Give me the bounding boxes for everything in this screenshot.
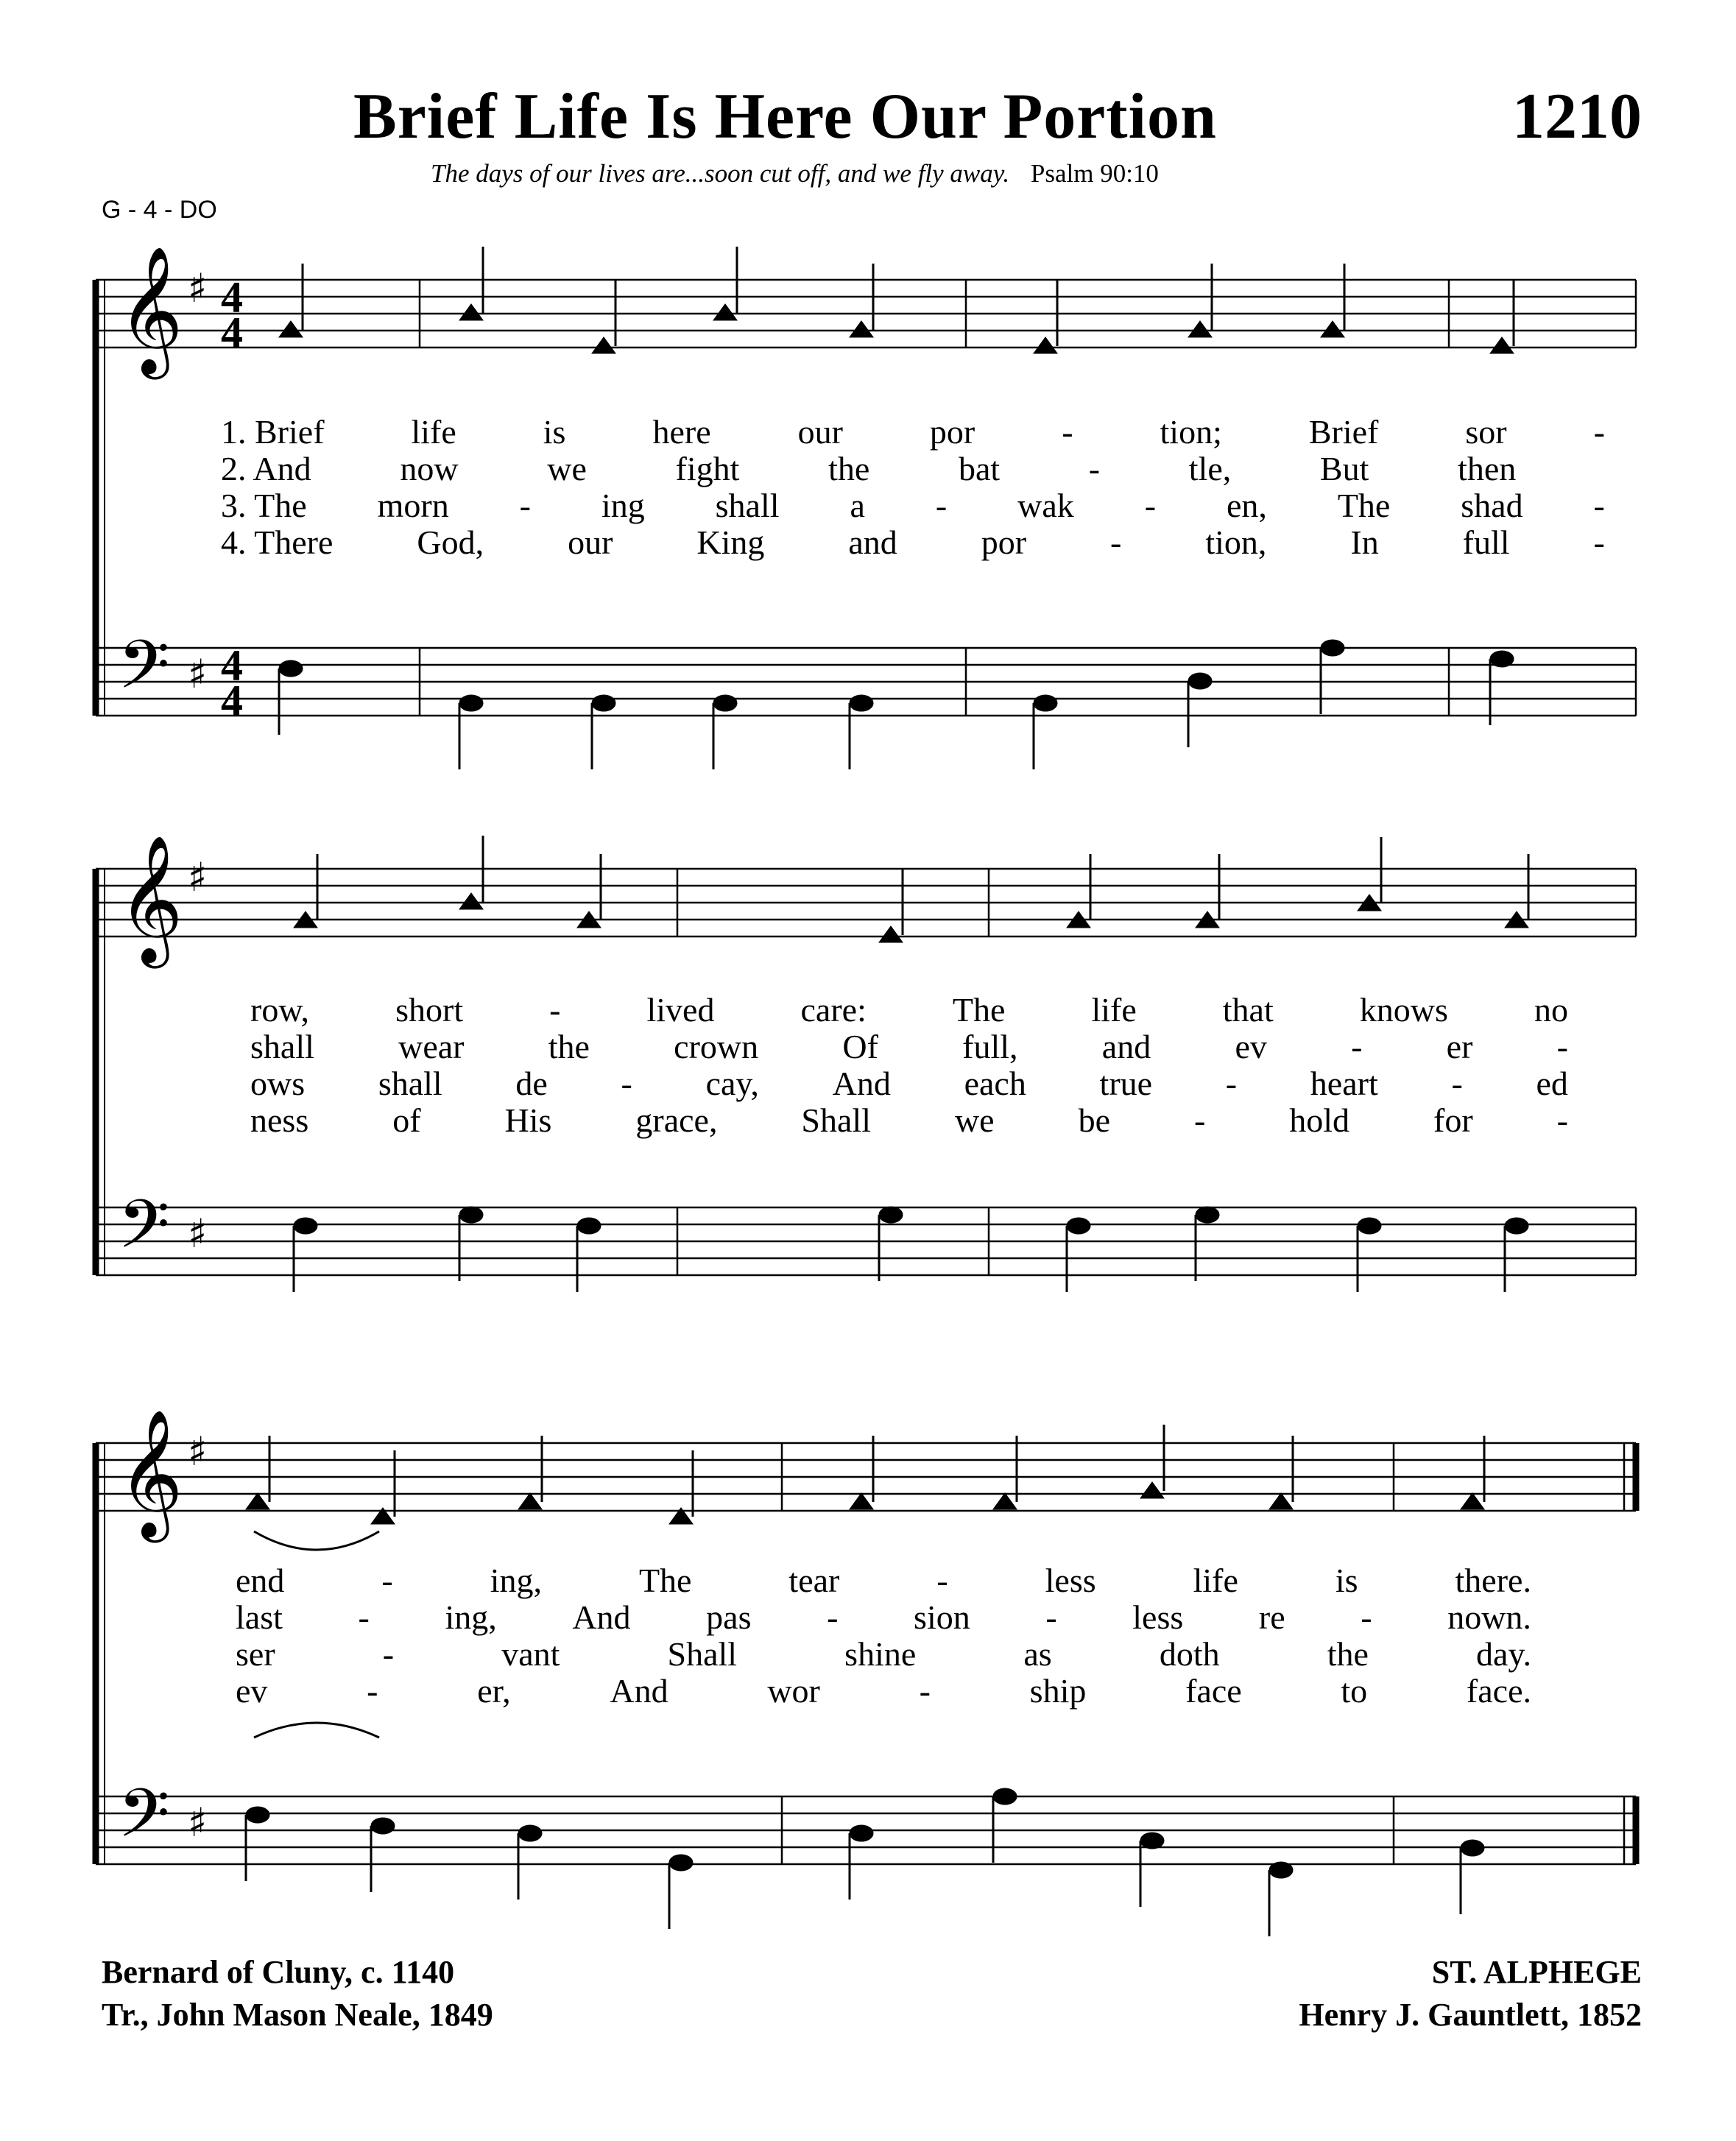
lyric-syllable: true — [1099, 1065, 1153, 1102]
note-head — [1461, 1840, 1484, 1856]
note-head — [993, 1493, 1017, 1509]
note-head — [246, 1493, 269, 1509]
slur — [254, 1531, 379, 1550]
lyric-syllable: and — [1101, 1028, 1151, 1065]
lyric-syllable: And — [572, 1598, 631, 1636]
lyric-syllable: - — [1451, 1065, 1463, 1102]
lyric-syllable: a — [850, 487, 865, 524]
note-head — [459, 304, 483, 320]
lyric-line — [250, 990, 1568, 1029]
note-head — [850, 1493, 873, 1509]
lyric-syllable: row, — [250, 991, 310, 1029]
note-head — [1461, 1493, 1484, 1509]
lyric-syllable: less — [1132, 1598, 1184, 1636]
note-head — [279, 660, 303, 677]
lyric-syllable: be — [1078, 1101, 1110, 1139]
lyric-syllable: wor — [767, 1672, 820, 1710]
bass-clef-icon: 𝄢 — [118, 626, 170, 720]
sharp-icon: ♯ — [188, 1799, 208, 1846]
lyric-syllable: the — [548, 1028, 590, 1065]
note-head — [879, 1207, 903, 1223]
credits-right — [1299, 1951, 1642, 2036]
lyric-syllable: then — [1458, 450, 1517, 487]
lyric-syllable: shad — [1461, 487, 1523, 524]
lyric-line — [236, 1598, 1531, 1637]
lyric-syllable: we — [547, 450, 587, 487]
note-head — [1188, 321, 1212, 337]
lyric-syllable: now — [400, 450, 459, 487]
sharp-icon: ♯ — [188, 1210, 208, 1257]
lyric-syllable: - — [621, 1065, 632, 1102]
lyric-syllable: - — [936, 1562, 948, 1599]
lyric-syllable: life — [411, 413, 456, 451]
sharp-icon: ♯ — [188, 651, 208, 697]
lyric-syllable: - — [1593, 413, 1605, 451]
lyric-line — [221, 523, 1605, 562]
lyric-syllable: ev — [236, 1672, 268, 1710]
lyric-syllable: of — [392, 1101, 421, 1139]
lyric-syllable: ed — [1536, 1065, 1568, 1102]
note-head — [1490, 651, 1514, 667]
lyric-line — [221, 412, 1605, 451]
lyric-syllable: tion; — [1160, 413, 1222, 451]
lyric-syllable: pas — [706, 1598, 752, 1636]
lyric-syllable: sor — [1465, 413, 1507, 451]
composer: Henry J. Gauntlett, 1852 — [1299, 1997, 1642, 2033]
lyric-syllable: 4. There — [221, 523, 334, 561]
lyric-syllable: His — [504, 1101, 552, 1139]
note-head — [1140, 1482, 1164, 1498]
note-head — [246, 1807, 269, 1823]
lyric-syllable: tear — [788, 1562, 840, 1599]
time-signature-bottom: 4 — [221, 677, 243, 725]
note-head — [879, 926, 903, 942]
lyric-syllable: - — [827, 1598, 839, 1636]
lyric-syllable: en, — [1226, 487, 1267, 524]
lyric-syllable: 1. Brief — [221, 413, 325, 451]
slur — [254, 1723, 379, 1738]
tune-code: G - 4 - DO — [102, 196, 217, 224]
note-head — [518, 1825, 542, 1841]
lyric-syllable: er, — [477, 1672, 511, 1710]
note-head — [459, 1207, 483, 1223]
note-head — [850, 321, 873, 337]
lyric-syllable: - — [1556, 1028, 1568, 1065]
lyric-syllable: tle, — [1188, 450, 1232, 487]
note-head — [1188, 673, 1212, 689]
lyric-syllable: - — [1193, 1101, 1206, 1139]
lyric-syllable: wak — [1017, 487, 1074, 524]
sharp-icon: ♯ — [188, 854, 208, 900]
lyric-syllable: to — [1341, 1672, 1368, 1710]
note-head — [1490, 337, 1514, 353]
time-signature-bottom: 4 — [221, 308, 243, 357]
lyric-line — [236, 1634, 1531, 1673]
lyric-syllable: por — [981, 523, 1027, 561]
lyric-syllable: our — [797, 413, 843, 451]
note-head — [1269, 1493, 1293, 1509]
lyric-syllable: hold — [1289, 1101, 1350, 1139]
lyric-syllable: King — [696, 523, 765, 561]
lyric-syllable: life — [1091, 991, 1137, 1029]
lyric-syllable: But — [1319, 450, 1369, 487]
lyric-line — [236, 1671, 1531, 1710]
note-head — [669, 1855, 693, 1871]
lyric-syllable: 2. And — [221, 450, 311, 487]
note-head — [713, 304, 737, 320]
treble-clef-icon: 𝄞 — [118, 1409, 183, 1537]
lyric-syllable: doth — [1159, 1635, 1220, 1673]
lyric-syllable: God, — [417, 523, 484, 561]
lyric-syllable: ev — [1235, 1028, 1267, 1065]
lyric-syllable: ing — [601, 487, 645, 524]
lyric-syllable: 3. The — [221, 487, 307, 524]
lyric-syllable: bat — [958, 450, 1001, 487]
note-head — [1034, 337, 1057, 353]
lyric-syllable: and — [848, 523, 897, 561]
lyric-syllable: - — [1110, 523, 1122, 561]
lyric-syllable: full — [1462, 523, 1510, 561]
note-head — [294, 1218, 317, 1234]
lyric-syllable: fight — [675, 450, 740, 487]
lyric-syllable: as — [1023, 1635, 1052, 1673]
lyric-syllable: the — [1327, 1635, 1369, 1673]
lyric-syllable: ows — [250, 1065, 306, 1102]
lyric-syllable: ser — [236, 1635, 275, 1673]
note-head — [993, 1788, 1017, 1805]
lyric-syllable: - — [382, 1635, 395, 1673]
lyric-syllable: shall — [715, 487, 780, 524]
note-head — [592, 695, 615, 711]
treble-clef-icon: 𝄞 — [118, 246, 183, 374]
lyric-syllable: we — [954, 1101, 995, 1139]
note-head — [1358, 1218, 1381, 1234]
lyric-syllable: knows — [1359, 991, 1448, 1029]
lyric-line — [221, 486, 1605, 525]
lyric-syllable: life — [1193, 1562, 1238, 1599]
time-signature-top: 4 — [221, 273, 243, 322]
lyric-syllable: er — [1446, 1028, 1473, 1065]
note-head — [518, 1493, 542, 1509]
lyric-syllable: the — [828, 450, 870, 487]
note-head — [1269, 1862, 1293, 1878]
lyric-syllable: our — [568, 523, 613, 561]
lyric-syllable: morn — [377, 487, 449, 524]
lyric-syllable: The — [952, 991, 1006, 1029]
translator: Tr., John Mason Neale, 1849 — [102, 1997, 493, 2033]
lyric-syllable: - — [1593, 487, 1605, 524]
note-head — [850, 695, 873, 711]
lyric-syllable: is — [1335, 1562, 1358, 1599]
sharp-icon: ♯ — [188, 1428, 208, 1475]
lyric-syllable: shall — [250, 1028, 314, 1065]
lyric-syllable: face. — [1466, 1672, 1531, 1710]
tune-name: ST. ALPHEGE — [1431, 1954, 1642, 1990]
lyric-syllable: - — [919, 1672, 931, 1710]
lyric-syllable: sion — [914, 1598, 970, 1636]
lyric-syllable: is — [543, 413, 566, 451]
lyric-syllable: - — [1144, 487, 1157, 524]
lyric-syllable: lived — [646, 991, 715, 1029]
lyric-syllable: nown. — [1447, 1598, 1531, 1636]
lyric-syllable: face — [1185, 1672, 1242, 1710]
note-head — [713, 695, 737, 711]
lyric-syllable: for — [1433, 1101, 1473, 1139]
lyric-syllable: - — [1088, 450, 1101, 487]
note-head — [1196, 1207, 1219, 1223]
note-head — [1321, 321, 1344, 337]
lyric-syllable: shall — [378, 1065, 442, 1102]
lyric-syllable: here — [652, 413, 711, 451]
lyric-syllable: that — [1222, 991, 1274, 1029]
lyric-syllable: crown — [674, 1028, 759, 1065]
lyric-line — [250, 1064, 1568, 1103]
lyric-syllable: vant — [501, 1635, 560, 1673]
hymn-title: Brief Life Is Here Our Portion — [353, 81, 1217, 152]
lyric-syllable: each — [964, 1065, 1026, 1102]
lyric-syllable: Shall — [667, 1635, 738, 1673]
lyric-syllable: grace, — [635, 1101, 718, 1139]
note-head — [279, 321, 303, 337]
lyric-syllable: ing, — [490, 1562, 542, 1599]
note-head — [1505, 1218, 1528, 1234]
lyric-syllable: heart — [1310, 1065, 1378, 1102]
lyric-syllable: Shall — [801, 1101, 871, 1139]
lyric-syllable: Brief — [1308, 413, 1379, 451]
lyric-line — [221, 449, 1605, 488]
sharp-icon: ♯ — [188, 265, 208, 311]
lyric-syllable: full, — [962, 1028, 1018, 1065]
lyric-syllable: And — [610, 1672, 668, 1710]
lyric-syllable: - — [1556, 1101, 1568, 1139]
credits-left — [102, 1951, 493, 2036]
note-head — [371, 1818, 395, 1834]
lyric-syllable: Of — [842, 1028, 878, 1065]
lyric-syllable: The — [638, 1562, 692, 1599]
lyric-syllable: And — [832, 1065, 891, 1102]
lyric-syllable: - — [381, 1562, 393, 1599]
lyric-syllable: The — [1337, 487, 1391, 524]
text-author: Bernard of Cluny, c. 1140 — [102, 1954, 455, 1990]
lyric-line — [250, 1027, 1568, 1066]
lyric-syllable: ing, — [445, 1598, 497, 1636]
lyric-syllable: shine — [844, 1635, 917, 1673]
bass-clef-icon: 𝄢 — [118, 1185, 170, 1280]
lyric-syllable: por — [929, 413, 975, 451]
hymn-number: 1210 — [1512, 81, 1642, 152]
note-head — [1321, 640, 1344, 656]
lyric-syllable: day. — [1476, 1635, 1531, 1673]
lyric-syllable: - — [1593, 523, 1605, 561]
lyric-syllable: - — [1351, 1028, 1363, 1065]
note-head — [577, 1218, 601, 1234]
note-head — [1034, 695, 1057, 711]
note-head — [592, 337, 615, 353]
lyric-syllable: de — [515, 1065, 548, 1102]
note-head — [850, 1825, 873, 1841]
lyric-syllable: last — [236, 1598, 283, 1636]
lyric-syllable: tion, — [1205, 523, 1267, 561]
lyric-syllable: - — [358, 1598, 370, 1636]
lyric-syllable: ness — [250, 1101, 309, 1139]
lyric-syllable: ship — [1029, 1672, 1087, 1710]
lyric-syllable: care: — [800, 991, 867, 1029]
note-head — [1067, 1218, 1090, 1234]
lyric-line — [236, 1561, 1531, 1600]
lyric-syllable: cay, — [705, 1065, 759, 1102]
lyric-syllable: - — [1225, 1065, 1238, 1102]
lyric-syllable: less — [1045, 1562, 1096, 1599]
lyric-syllable: - — [1045, 1598, 1057, 1636]
epigraph-quote: The days of our lives are...soon cut off, and we fly away. — [431, 159, 1010, 188]
note-head — [459, 893, 483, 909]
lyric-syllable: short — [395, 991, 464, 1029]
lyric-syllable: re — [1258, 1598, 1285, 1636]
lyric-syllable: - — [935, 487, 948, 524]
bass-clef-icon: 𝄢 — [118, 1774, 170, 1869]
lyric-syllable: there. — [1455, 1562, 1531, 1599]
time-signature-top: 4 — [221, 641, 243, 690]
lyric-syllable: - — [519, 487, 531, 524]
epigraph-reference: Psalm 90:10 — [1030, 159, 1159, 188]
lyric-syllable: no — [1534, 991, 1568, 1029]
lyric-syllable: end — [236, 1562, 285, 1599]
lyric-line — [250, 1101, 1568, 1140]
lyric-syllable: - — [549, 991, 561, 1029]
note-head — [1140, 1833, 1164, 1849]
treble-clef-icon: 𝄞 — [118, 835, 183, 963]
lyric-syllable: wear — [398, 1028, 465, 1065]
lyric-syllable: - — [1361, 1598, 1372, 1636]
lyric-syllable: - — [367, 1672, 378, 1710]
lyric-syllable: - — [1062, 413, 1073, 451]
note-head — [459, 695, 483, 711]
lyric-syllable: In — [1350, 523, 1379, 561]
